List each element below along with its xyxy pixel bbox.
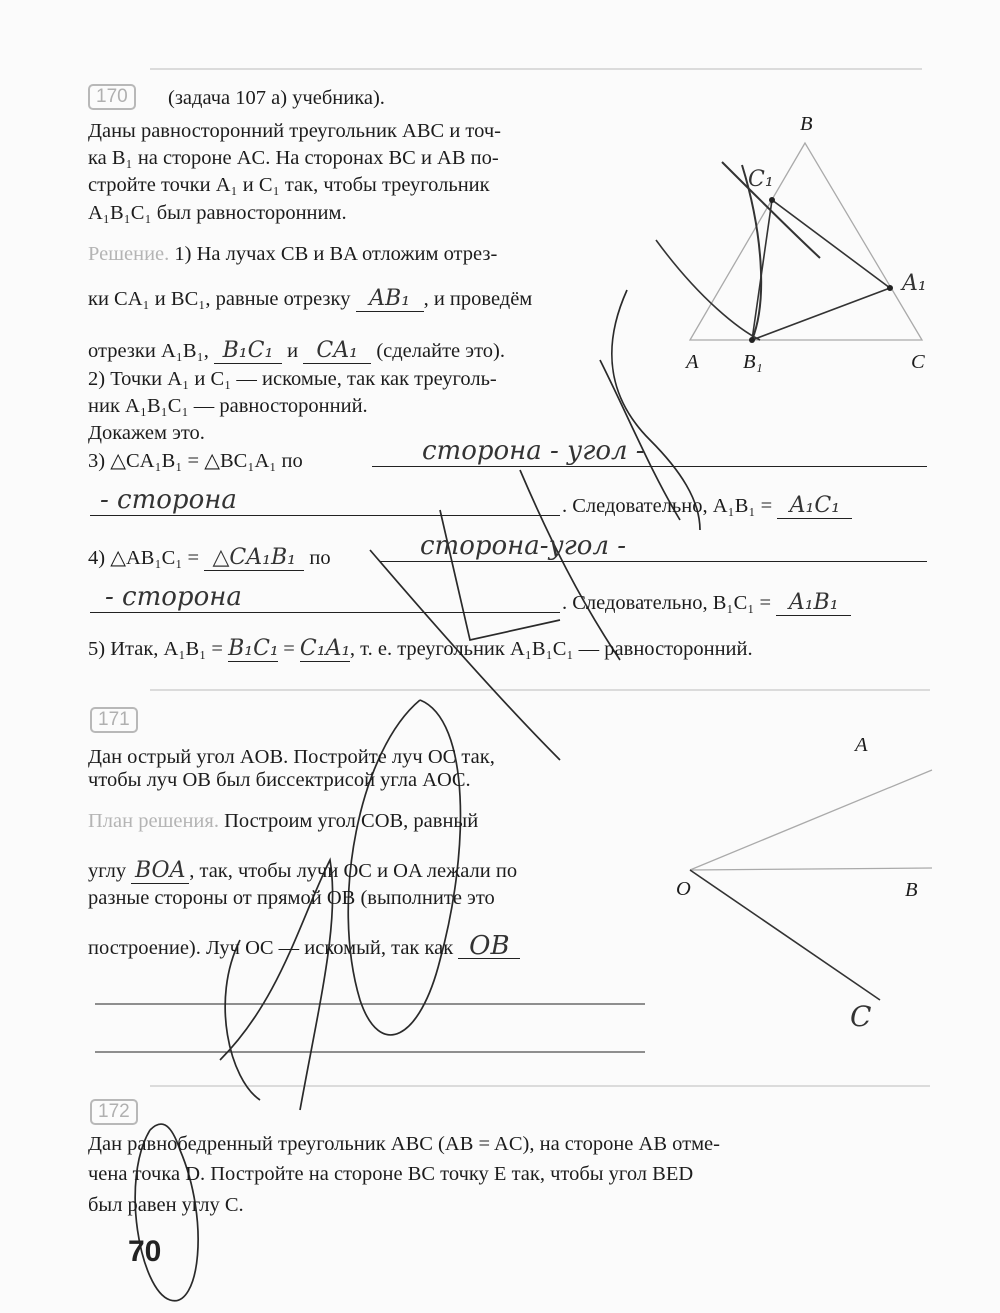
task-170-text-line: A₁B₁C₁ был равносторонним. (88, 202, 347, 224)
answer-field[interactable]: OB (458, 934, 520, 959)
task-170-text-line: ка B₁ на стороне AC. На сторонах BC и AB по- (88, 147, 499, 169)
step-text: = (283, 638, 295, 660)
solution-line-4: 2) Точки A₁ и C₁ — искомые, так как треуголь- (88, 368, 497, 390)
solution-line-5: ник A₁B₁C₁ — равносторонний. (88, 395, 368, 417)
solution-text: отрезки A₁B₁, (88, 340, 209, 362)
plan-line-2 (88, 859, 517, 884)
answer-field[interactable]: A₁C₁ (777, 494, 852, 519)
step-text: 5) Итак, A₁B₁ = (88, 638, 223, 660)
plan-line-1 (88, 809, 478, 833)
ray-label-c: C (850, 1000, 872, 1033)
plan-line-4 (88, 931, 520, 961)
vertex-label-b1: B₁ (743, 351, 763, 373)
ray-label-b: B (905, 879, 918, 901)
solution-text: ки CA₁ и BC₁, равные отрезку (88, 288, 351, 310)
task-171-text-line: Дан острый угол AOB. Постройте луч OC так, (88, 746, 495, 768)
answer-field[interactable] (90, 487, 560, 516)
step-4-conclusion (562, 591, 851, 616)
plan-text: Построим угол COB, равный (224, 810, 479, 832)
task-172-text-line: Дан равнобедренный треугольник ABC (AB = AC), на стороне AB отме- (88, 1133, 720, 1155)
plan-text: , так, чтобы лучи OC и OA лежали по (189, 860, 518, 882)
angle-aob-figure (690, 770, 932, 1000)
answer-field[interactable]: AB₁ (356, 287, 424, 312)
step-text: 4) △AB₁C₁ = (88, 547, 200, 569)
answer-field[interactable] (372, 438, 927, 467)
step-5-line (88, 637, 753, 662)
step-text: по (309, 547, 331, 569)
answer-field[interactable]: A₁B₁ (776, 591, 851, 616)
step-text: . Следовательно, A₁B₁ = (562, 495, 773, 517)
answer-field[interactable]: C₁A₁ (299, 636, 351, 661)
solution-text: , и проведём (423, 288, 533, 310)
task-171-text-line: чтобы луч OB был биссектрисой угла AOC. (88, 769, 471, 791)
task-170-source: (задача 107 а) учебника). (168, 87, 385, 109)
solution-text: (сделайте это). (376, 340, 505, 362)
solution-line-3 (88, 339, 505, 364)
vertex-label-a: A (686, 351, 699, 373)
step-4-line (88, 546, 331, 571)
handwritten-answer: сторона-угол - (420, 531, 627, 561)
triangle-abc-figure (656, 143, 922, 343)
step-text: . Следовательно, B₁C₁ = (562, 592, 772, 614)
handwritten-answer: сторона - угол - (422, 436, 645, 466)
vertex-label-o: O (676, 878, 691, 900)
step-text: 3) △CA₁B₁ = △BC₁A₁ по (88, 450, 303, 472)
step-3-line (88, 449, 303, 473)
task-170-text-line: стройте точки A₁ и C₁ так, чтобы треугольник (88, 174, 490, 196)
task-number-170: 170 (88, 84, 136, 110)
task-170-text-line: Даны равносторонний треугольник ABC и точ- (88, 120, 501, 142)
task-172-text-line: был равен углу C. (88, 1194, 244, 1216)
vertex-label-c1: C₁ (748, 167, 774, 192)
task-number-171: 171 (90, 707, 138, 733)
page-number: 70 (128, 1235, 162, 1268)
solution-line-1 (88, 242, 497, 266)
task-number-172: 172 (90, 1099, 138, 1125)
plan-label: План решения. (88, 810, 219, 832)
solution-text: и (287, 340, 299, 362)
vertex-label-a1: A₁ (902, 271, 927, 296)
step-3-conclusion (562, 494, 852, 519)
step-text: , т. е. треугольник A₁B₁C₁ — равносторонний. (349, 638, 753, 660)
answer-field[interactable] (380, 533, 927, 562)
vertex-label-c: C (911, 351, 925, 373)
ray-label-a: A (855, 734, 868, 756)
answer-field[interactable]: △CA₁B₁ (204, 546, 304, 571)
handwritten-answer: - сторона (100, 485, 237, 515)
answer-field[interactable] (90, 584, 560, 613)
solution-line-2 (88, 287, 532, 312)
solution-label: Решение. (88, 243, 170, 265)
answer-field[interactable]: B₁C₁ (228, 636, 279, 661)
answer-field[interactable]: BOA (131, 859, 189, 884)
answer-field[interactable]: B₁C₁ (214, 339, 282, 364)
vertex-label-b: B (800, 113, 813, 135)
answer-field[interactable]: CA₁ (303, 339, 371, 364)
handwritten-answer: - сторона (105, 582, 242, 612)
solution-line-6: Докажем это. (88, 422, 205, 444)
plan-text: углу (88, 860, 127, 882)
plan-text: построение). Луч OC — искомый, так как (88, 937, 454, 959)
task-172-text-line: чена точка D. Постройте на стороне BC точку E так, чтобы угол BED (88, 1163, 694, 1185)
plan-line-3: разные стороны от прямой OB (выполните это (88, 887, 495, 909)
solution-text: 1) На лучах CB и BA отложим отрез- (174, 243, 498, 265)
